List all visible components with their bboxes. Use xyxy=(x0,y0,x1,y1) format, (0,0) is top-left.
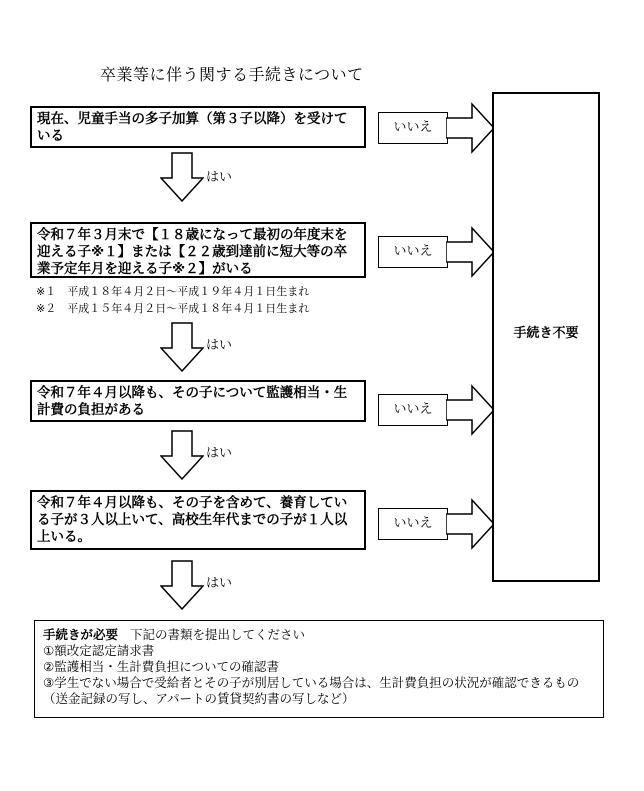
right-arrow-icon xyxy=(446,384,496,436)
procedure-required-intro: 下記の書類を提出してください xyxy=(129,627,305,642)
no-label-1: いいえ xyxy=(378,112,448,144)
question-box-2: 令和７年３月末で【１８歳になって最初の年度末を迎える子※１】または【２２歳到達前に短大等の卒業予定年月を迎える子※２】がいる xyxy=(30,222,366,278)
no-label-2: いいえ xyxy=(378,236,448,268)
procedure-required-box xyxy=(34,620,604,718)
yes-label-1: はい xyxy=(206,170,233,185)
down-arrow-icon xyxy=(160,430,204,480)
document-item-2: ②監護相当・生計費負担についての確認書 xyxy=(43,659,279,674)
question-box-3: 令和７年４月以降も、その子について監護相当・生計費の負担がある xyxy=(30,380,366,422)
right-arrow-icon xyxy=(446,102,496,154)
right-arrow-icon xyxy=(446,498,496,550)
yes-label-3: はい xyxy=(206,446,233,461)
no-procedure-box xyxy=(492,92,600,582)
no-label-3: いいえ xyxy=(378,394,448,426)
down-arrow-icon xyxy=(160,152,204,202)
note-1: ※１ 平成１８年４月２日～平成１９年４月１日生まれ xyxy=(36,285,310,298)
yes-label-2: はい xyxy=(206,338,233,353)
yes-label-4: はい xyxy=(206,576,233,591)
question-box-4: 令和７年４月以降も、その子を含めて、養育している子が３人以上いて、高校生年代までの子が１人以上いる。 xyxy=(30,490,366,550)
document-item-3: ③学生でない場合で受給者とその子が別居している場合は、生計費負担の状況が確認できるもの（送金記録の写し、アパートの賃貸契約書の写しなど） xyxy=(43,675,580,706)
no-procedure-label: 手続き不要 xyxy=(513,326,579,341)
procedure-required-heading: 手続きが必要 xyxy=(43,627,119,642)
right-arrow-icon xyxy=(446,226,496,278)
no-label-4: いいえ xyxy=(378,508,448,540)
procedure-required-header xyxy=(43,627,595,643)
down-arrow-icon xyxy=(160,560,204,610)
question-box-1: 現在、児童手当の多子加算（第３子以降）を受けている xyxy=(30,106,366,148)
down-arrow-icon xyxy=(160,322,204,372)
page-title: 卒業等に伴う関する手続きについて xyxy=(100,65,364,84)
document-item-1: ①額改定認定請求書 xyxy=(43,643,155,658)
note-2: ※２ 平成１５年４月２日～平成１８年４月１日生まれ xyxy=(36,302,310,315)
